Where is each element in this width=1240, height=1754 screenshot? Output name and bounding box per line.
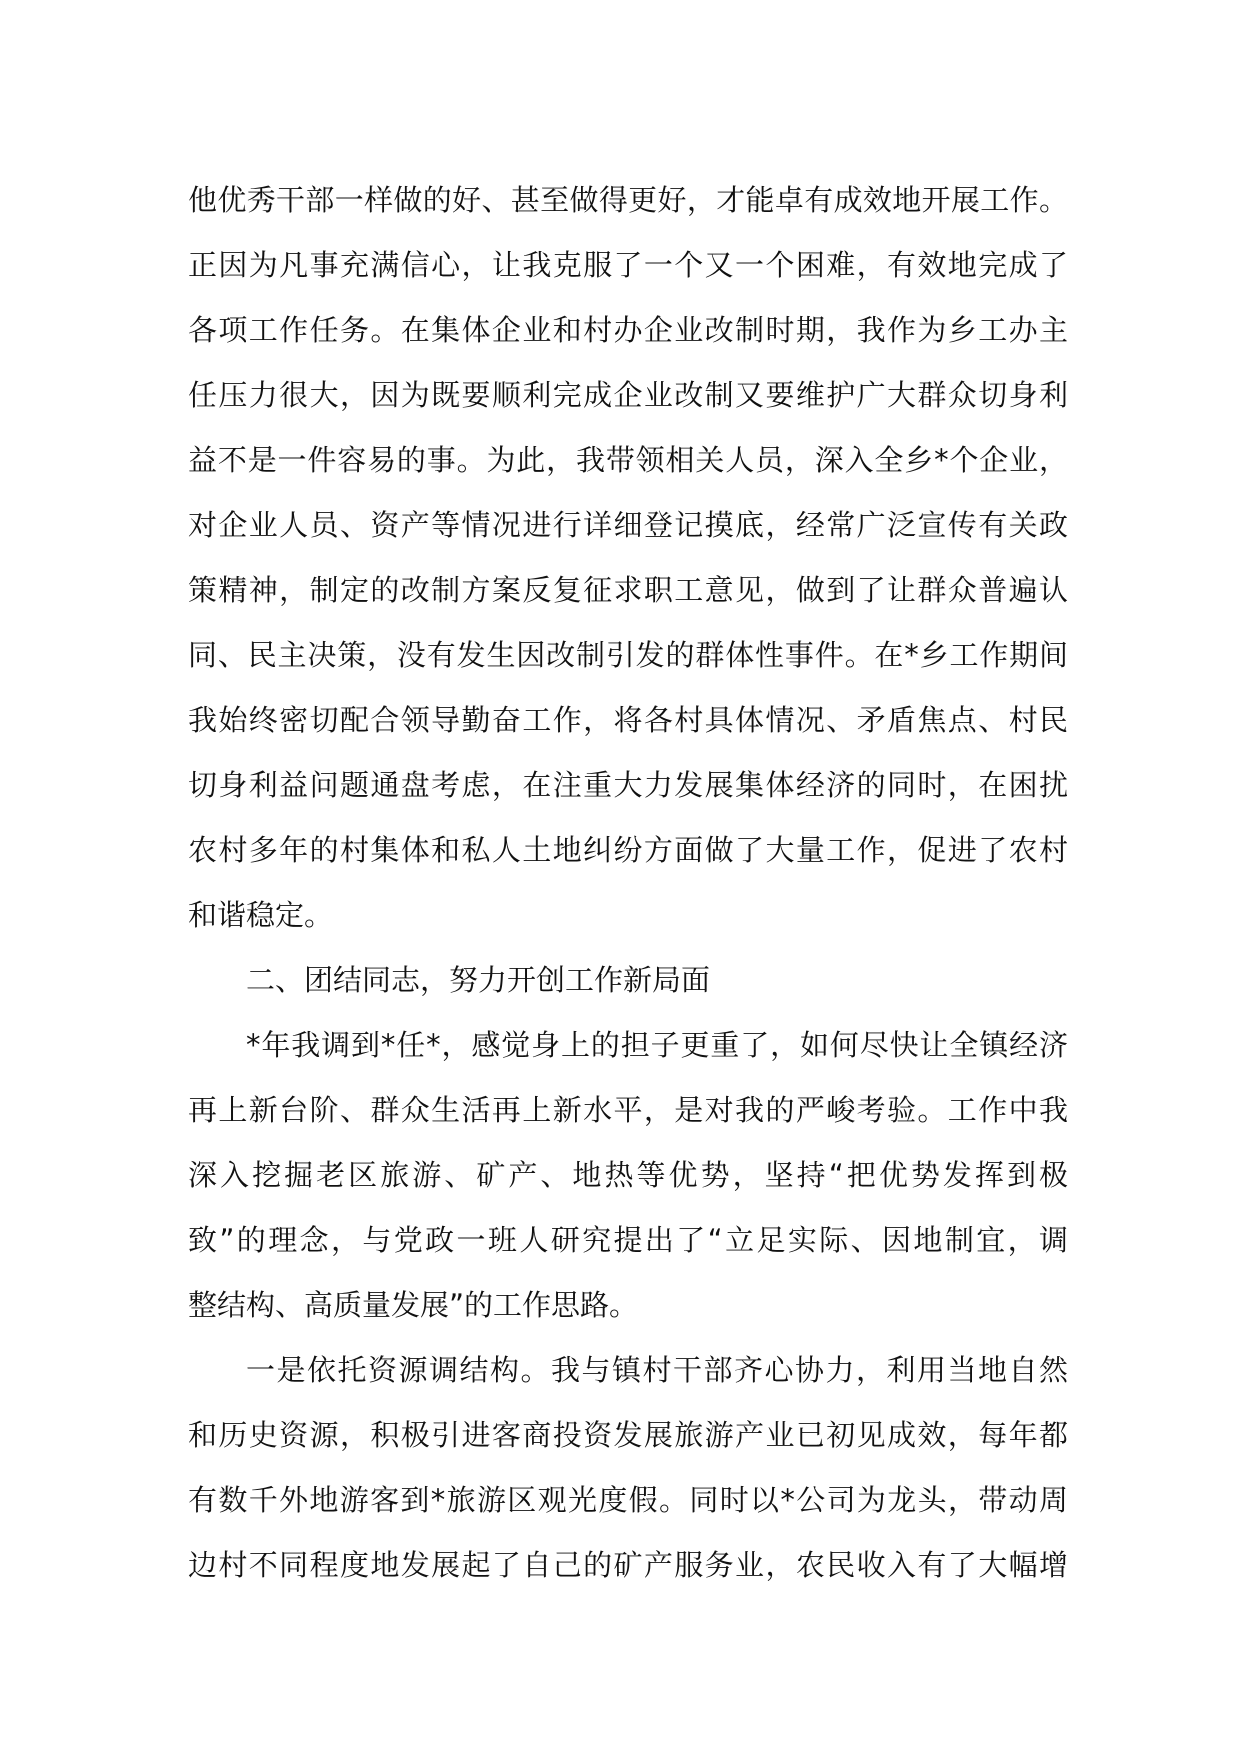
- body-text: [188, 168, 1068, 1598]
- text-line: 益不是一件容易的事。为此，我带领相关人员，深入全乡*个企业，: [188, 443, 1068, 477]
- text-line: 各项工作任务。在集体企业和村办企业改制时期，我作为乡工办主: [188, 313, 1068, 347]
- text-line: 一是依托资源调结构。我与镇村干部齐心协力，利用当地自然: [246, 1353, 1068, 1387]
- text-line: 正因为凡事充满信心，让我克服了一个又一个困难，有效地完成了: [188, 248, 1068, 282]
- text-line: 深入挖掘老区旅游、矿产、地热等优势，坚持“把优势发挥到极: [188, 1158, 1068, 1192]
- text-line: 整结构、高质量发展”的工作思路。: [188, 1288, 639, 1322]
- text-line: 和历史资源，积极引进客商投资发展旅游产业已初见成效，每年都: [188, 1418, 1068, 1452]
- text-line: 农村多年的村集体和私人土地纠纷方面做了大量工作，促进了农村: [188, 833, 1068, 867]
- text-line: 我始终密切配合领导勤奋工作，将各村具体情况、矛盾焦点、村民: [188, 703, 1068, 737]
- text-line: *年我调到*任*，感觉身上的担子更重了，如何尽快让全镇经济: [246, 1028, 1068, 1062]
- section-heading: 二、团结同志，努力开创工作新局面: [246, 963, 711, 997]
- text-line: 致”的理念，与党政一班人研究提出了“立足实际、因地制宜，调: [188, 1223, 1068, 1257]
- text-line: 切身利益问题通盘考虑，在注重大力发展集体经济的同时，在困扰: [188, 768, 1068, 802]
- text-line: 他优秀干部一样做的好、甚至做得更好，才能卓有成效地开展工作。: [188, 183, 1068, 217]
- text-line: 边村不同程度地发展起了自己的矿产服务业，农民收入有了大幅增: [188, 1548, 1068, 1582]
- text-line: 再上新台阶、群众生活再上新水平，是对我的严峻考验。工作中我: [188, 1093, 1068, 1127]
- text-line: 任压力很大，因为既要顺利完成企业改制又要维护广大群众切身利: [188, 378, 1068, 412]
- text-line: 策精神，制定的改制方案反复征求职工意见，做到了让群众普遍认: [188, 573, 1068, 607]
- text-line: 对企业人员、资产等情况进行详细登记摸底，经常广泛宣传有关政: [188, 508, 1068, 542]
- text-line: 同、民主决策，没有发生因改制引发的群体性事件。在*乡工作期间: [188, 638, 1068, 672]
- text-line: 和谐稳定。: [188, 898, 334, 932]
- text-line: 有数千外地游客到*旅游区观光度假。同时以*公司为龙头，带动周: [188, 1483, 1068, 1517]
